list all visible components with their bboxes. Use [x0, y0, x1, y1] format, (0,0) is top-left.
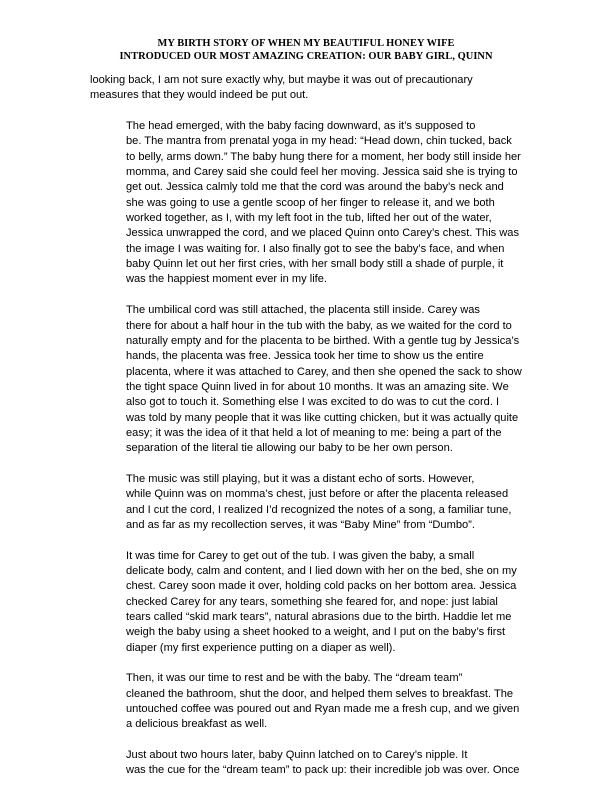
text-line: separation of the literal tie allowing our baby to be her own person. [126, 442, 453, 455]
text-line: weigh the baby using a sheet hooked to a weight, and I put on the baby’s first [126, 626, 506, 639]
text-line: diaper (my first experience putting on a diaper as well). [126, 641, 396, 654]
text-line: measures that they would indeed be put out. [90, 89, 309, 102]
text-line: a delicious breakfast as well. [126, 718, 268, 731]
text-line: the tight space Quinn lived in for about 10 months. It was an amazing site. We [126, 380, 509, 393]
text-line: It was time for Carey to get out of the tub. I was given the baby, a small [126, 549, 475, 562]
text-line: The umbilical cord was still attached, the placenta still inside. Carey was [126, 304, 480, 317]
text-line: also got to touch it. Something else I was excited to do was to cut the cord. I [126, 396, 500, 409]
text-line: was told by many people that it was like cutting chicken, but it was actually quite [126, 411, 519, 424]
text-line: be. The mantra from prenatal yoga in my head: “Head down, chin tucked, back [126, 135, 512, 148]
text-line: get out. Jessica calmly told me that the cord was around the baby’s neck and [126, 181, 504, 194]
title-line-2: INTRODUCED OUR MOST AMAZING CREATION: OUR BABY GIRL, QUINN [119, 51, 493, 62]
text-line: Then, it was our time to rest and be with the baby. The “dream team” [126, 672, 463, 685]
text-line: checked Carey for any tears, something she feared for, and nope: just labial [126, 595, 498, 608]
text-line: and I cut the cord, I realized I’d recognized the notes of a song, a familiar tune, [126, 503, 512, 516]
text-line: delicate body, calm and content, and I lied down with her on the bed, she on my [126, 565, 517, 577]
paragraph [90, 671, 535, 732]
text-line: baby Quinn let out her first cries, with her small body still a shade of purple, it [126, 258, 504, 271]
text-line: chest. Carey soon made it over, holding cold packs on her bottom area. Jessica [126, 580, 517, 593]
document-body [90, 73, 535, 794]
page-header [60, 37, 552, 63]
text-line: hands, the placenta was free. Jessica took her time to show us the entire [126, 350, 484, 363]
paragraph [90, 303, 535, 456]
text-line: naturally empty and for the placenta to be birthed. With a gentle tug by Jessica’s [126, 334, 520, 347]
text-line: cleaned the bathroom, shut the door, and helped them selves to breakfast. The [126, 687, 514, 700]
text-line: worked together, as I, with my left foot in the tub, lifted her out of the water, [126, 212, 492, 225]
text-line: placenta, where it was attached to Carey, and then she opened the sack to show [126, 365, 522, 378]
text-line: tears called “skid mark tears”, natural abrasions due to the birth. Haddie let me [126, 611, 512, 624]
text-line: the image I was waiting for. I also finally got to see the baby’s face, and when [126, 242, 505, 255]
text-line: there for about a half hour in the tub with the baby, as we waited for the cord to [126, 319, 512, 332]
text-line: untouched coffee was poured out and Ryan made me a fresh cup, and we given [126, 703, 520, 716]
paragraph [90, 73, 535, 104]
text-line: was the cue for the “dream team” to pack up: their incredible job was over. Once [126, 764, 520, 777]
text-line: The head emerged, with the baby facing downward, as it’s supposed to [126, 120, 476, 133]
title-line-1: MY BIRTH STORY OF WHEN MY BEAUTIFUL HONEY WIFE [157, 38, 455, 49]
text-line: Jessica unwrapped the cord, and we placed Quinn onto Carey’s chest. This was [126, 227, 520, 240]
text-line: and as far as my recollection serves, it was “Baby Mine” from “Dumbo”. [126, 518, 475, 531]
paragraph [90, 549, 535, 656]
paragraph [90, 472, 535, 533]
text-line: to belly, arms down.” The baby hung there for a moment, her body still inside her [126, 150, 521, 163]
text-line: was the happiest moment ever in my life. [126, 273, 328, 286]
text-line: easy; it was the idea of it that held a lot of meaning to me: being a part of the [126, 426, 502, 439]
text-line: looking back, I am not sure exactly why, but maybe it was out of precautionary [90, 74, 473, 86]
text-line: Just about two hours later, baby Quinn latched on to Carey’s nipple. It [126, 749, 468, 762]
text-line: momma, and Carey said she could feel her moving. Jessica said she is trying to [126, 166, 518, 179]
paragraph [90, 119, 535, 288]
paragraph [90, 748, 535, 779]
text-line: she was going to use a gentle scoop of her finger to release it, and we both [126, 196, 495, 209]
text-line: while Quinn was on momma’s chest, just before or after the placenta released [126, 488, 509, 501]
text-line: The music was still playing, but it was a distant echo of sorts. However, [126, 472, 475, 485]
